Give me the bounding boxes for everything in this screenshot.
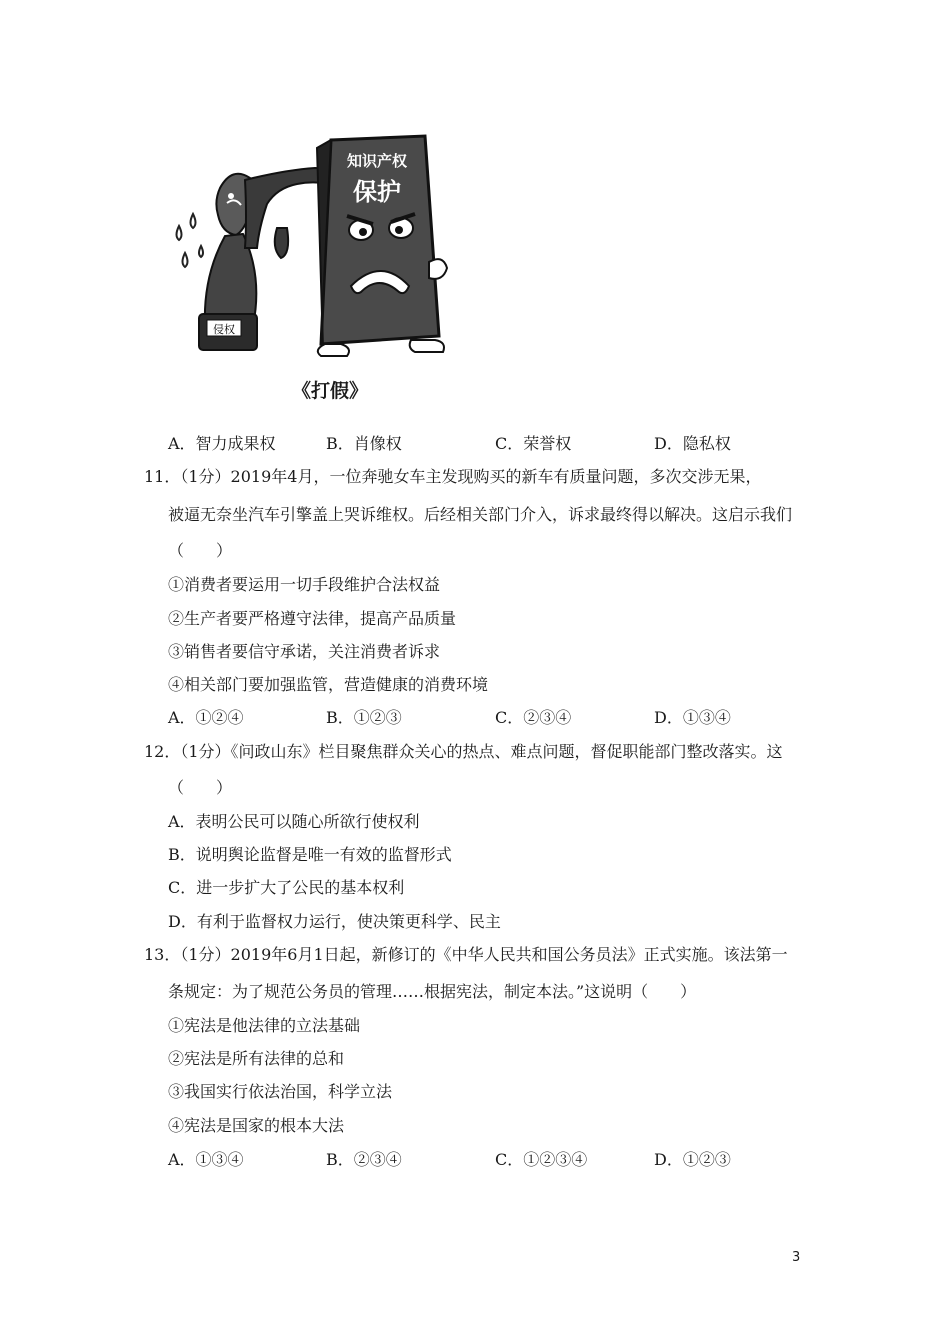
q13-option-c: C．①②③④ (495, 1150, 588, 1169)
q12-option-a: A．表明公民可以随心所欲行使权利 (168, 812, 420, 831)
q10-option-c: C．荣誉权 (495, 434, 572, 453)
anti-counterfeit-cartoon (165, 118, 455, 358)
q11-stem-line3: （ ） (168, 541, 233, 560)
q12-option-d: D．有利于监督权力运行，使决策更科学、民主 (168, 912, 501, 931)
q11-stem-line1: 11．（1分）2019年4月，一位奔驰女车主发现购买的新车有质量问题，多次交涉无果， (144, 467, 762, 486)
q13-statement-4: ④宪法是国家的根本大法 (168, 1116, 345, 1135)
q11-statement-4: ④相关部门要加强监管，营造健康的消费环境 (168, 675, 489, 694)
q13-stem-line2: 条规定：为了规范公务员的管理……根据宪法，制定本法。”这说明（ ） (168, 982, 697, 1001)
q13-statement-1: ①宪法是他法律的立法基础 (168, 1016, 361, 1035)
q10-option-d: D．隐私权 (654, 434, 731, 453)
q11-statement-1: ①消费者要运用一切手段维护合法权益 (168, 575, 441, 594)
q11-statement-2: ②生产者要严格遵守法律，提高产品质量 (168, 609, 457, 628)
q13-statement-3: ③我国实行依法治国，科学立法 (168, 1082, 393, 1101)
q11-statement-3: ③销售者要信守承诺，关注消费者诉求 (168, 642, 441, 661)
cartoon-caption: 《打假》 (292, 380, 369, 402)
q12-option-c: C．进一步扩大了公民的基本权利 (168, 878, 405, 897)
q13-statement-2: ②宪法是所有法律的总和 (168, 1049, 345, 1068)
q13-option-b: B．②③④ (326, 1150, 402, 1169)
q13-option-a: A．①③④ (168, 1150, 244, 1169)
q12-stem-line1: 12．（1分）《问政山东》栏目聚焦群众关心的热点、难点问题，督促职能部门整改落实。这 (144, 742, 783, 761)
q11-option-a: A．①②④ (168, 708, 244, 727)
q13-stem-line1: 13．（1分）2019年6月1日起，新修订的《中华人民共和国公务员法》正式实施。该法第一 (144, 945, 788, 964)
q10-option-b: B．肖像权 (326, 434, 402, 453)
q12-option-b: B．说明舆论监督是唯一有效的监督形式 (168, 845, 452, 864)
q11-option-b: B．①②③ (326, 708, 402, 727)
q11-option-c: C．②③④ (495, 708, 572, 727)
book-label: 知识产权 (346, 152, 408, 170)
q11-stem-line2: 被逼无奈坐汽车引擎盖上哭诉维权。后经相关部门介入，诉求最终得以解决。这启示我们 (168, 505, 793, 524)
q11-option-d: D．①③④ (654, 708, 731, 727)
q13-option-d: D．①②③ (654, 1150, 731, 1169)
bag-label: 侵权 (213, 323, 235, 336)
book-title: 保护 (353, 178, 401, 206)
q10-option-a: A．智力成果权 (168, 434, 276, 453)
q12-stem-line2: （ ） (168, 778, 233, 797)
page-number: 3 (792, 1250, 801, 1265)
